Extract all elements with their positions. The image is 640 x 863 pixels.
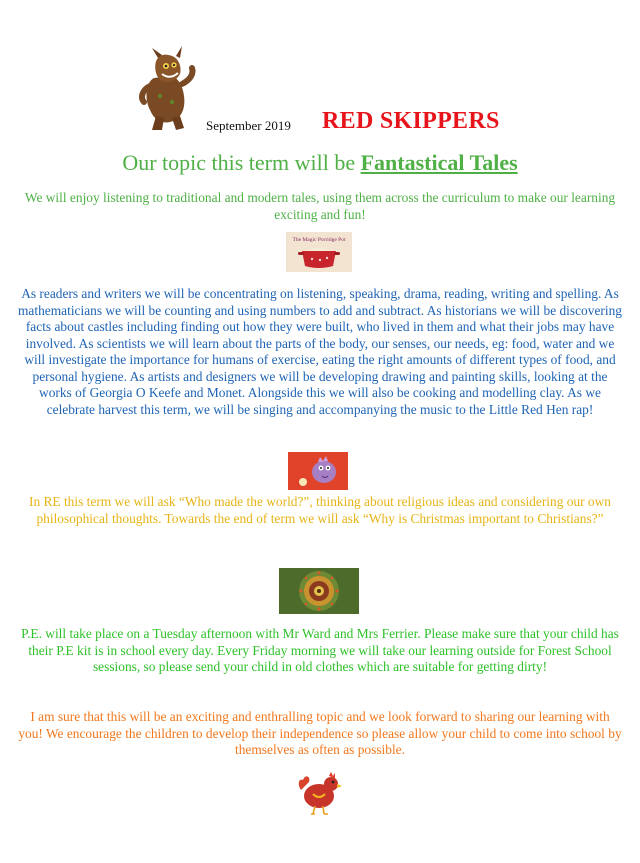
leaf-mandala-image	[279, 568, 359, 614]
gruffalo-illustration	[136, 40, 198, 134]
porridge-pot-image	[286, 232, 352, 272]
class-name-heading: RED SKIPPERS	[322, 108, 500, 134]
re-paragraph: In RE this term we will ask “Who made the world?”, thinking about religious ideas and considering our own philosophical thoughts. Towards the end of term we will ask “Why is Christmas important to Christians?”	[29, 494, 611, 526]
closing-paragraph: I am sure that this will be an exciting and enthralling topic and we look forward to sharing our learning with you! We encourage the children to develop their independence so please allow your child to come into school by themselves as often as possible.	[18, 709, 622, 757]
little-red-hen-image	[288, 452, 348, 490]
pe-paragraph: P.E. will take place on a Tuesday afternoon with Mr Ward and Mrs Ferrier. Please make sure that your child has their P.E kit is in school every day. Every Friday morning we will take our learning outside for Forest School sessions, so please send your child in old clothes which are suitable for getting dirty!	[21, 626, 619, 674]
topic-prefix: Our topic this term will be	[122, 150, 361, 175]
newsletter-date: September 2019	[206, 118, 291, 133]
curriculum-paragraph: As readers and writers we will be concentrating on listening, speaking, drama, reading, writing and spelling. As mathematicians we will be counting and using numbers to add and subtract. As historians we will be discovering facts about castles including finding out how they were built, who lived in them and what their jobs may have involved. As scientists we will learn about the parts of the body, our senses, our needs, eg: food, water and we will investigate the importance for humans of exercise, eating the right amounts of different types of food, and personal hygiene. As artists and designers we will be developing drawing and painting skills, looking at the works of Georgia O Keefe and Monet. Alongside this we will also be cooking and modelling clay. As we celebrate harvest this term, we will be singing and accompanying the music to the Little Red Hen rap!	[18, 286, 622, 417]
porridge-pot-caption: The Magic Porridge Pot	[292, 237, 346, 243]
red-hen-illustration	[293, 770, 343, 816]
topic-name: Fantastical Tales	[360, 150, 518, 175]
topic-heading	[0, 150, 640, 176]
intro-paragraph: We will enjoy listening to traditional and modern tales, using them across the curriculum to make our learning exciting and fun!	[24, 190, 616, 222]
